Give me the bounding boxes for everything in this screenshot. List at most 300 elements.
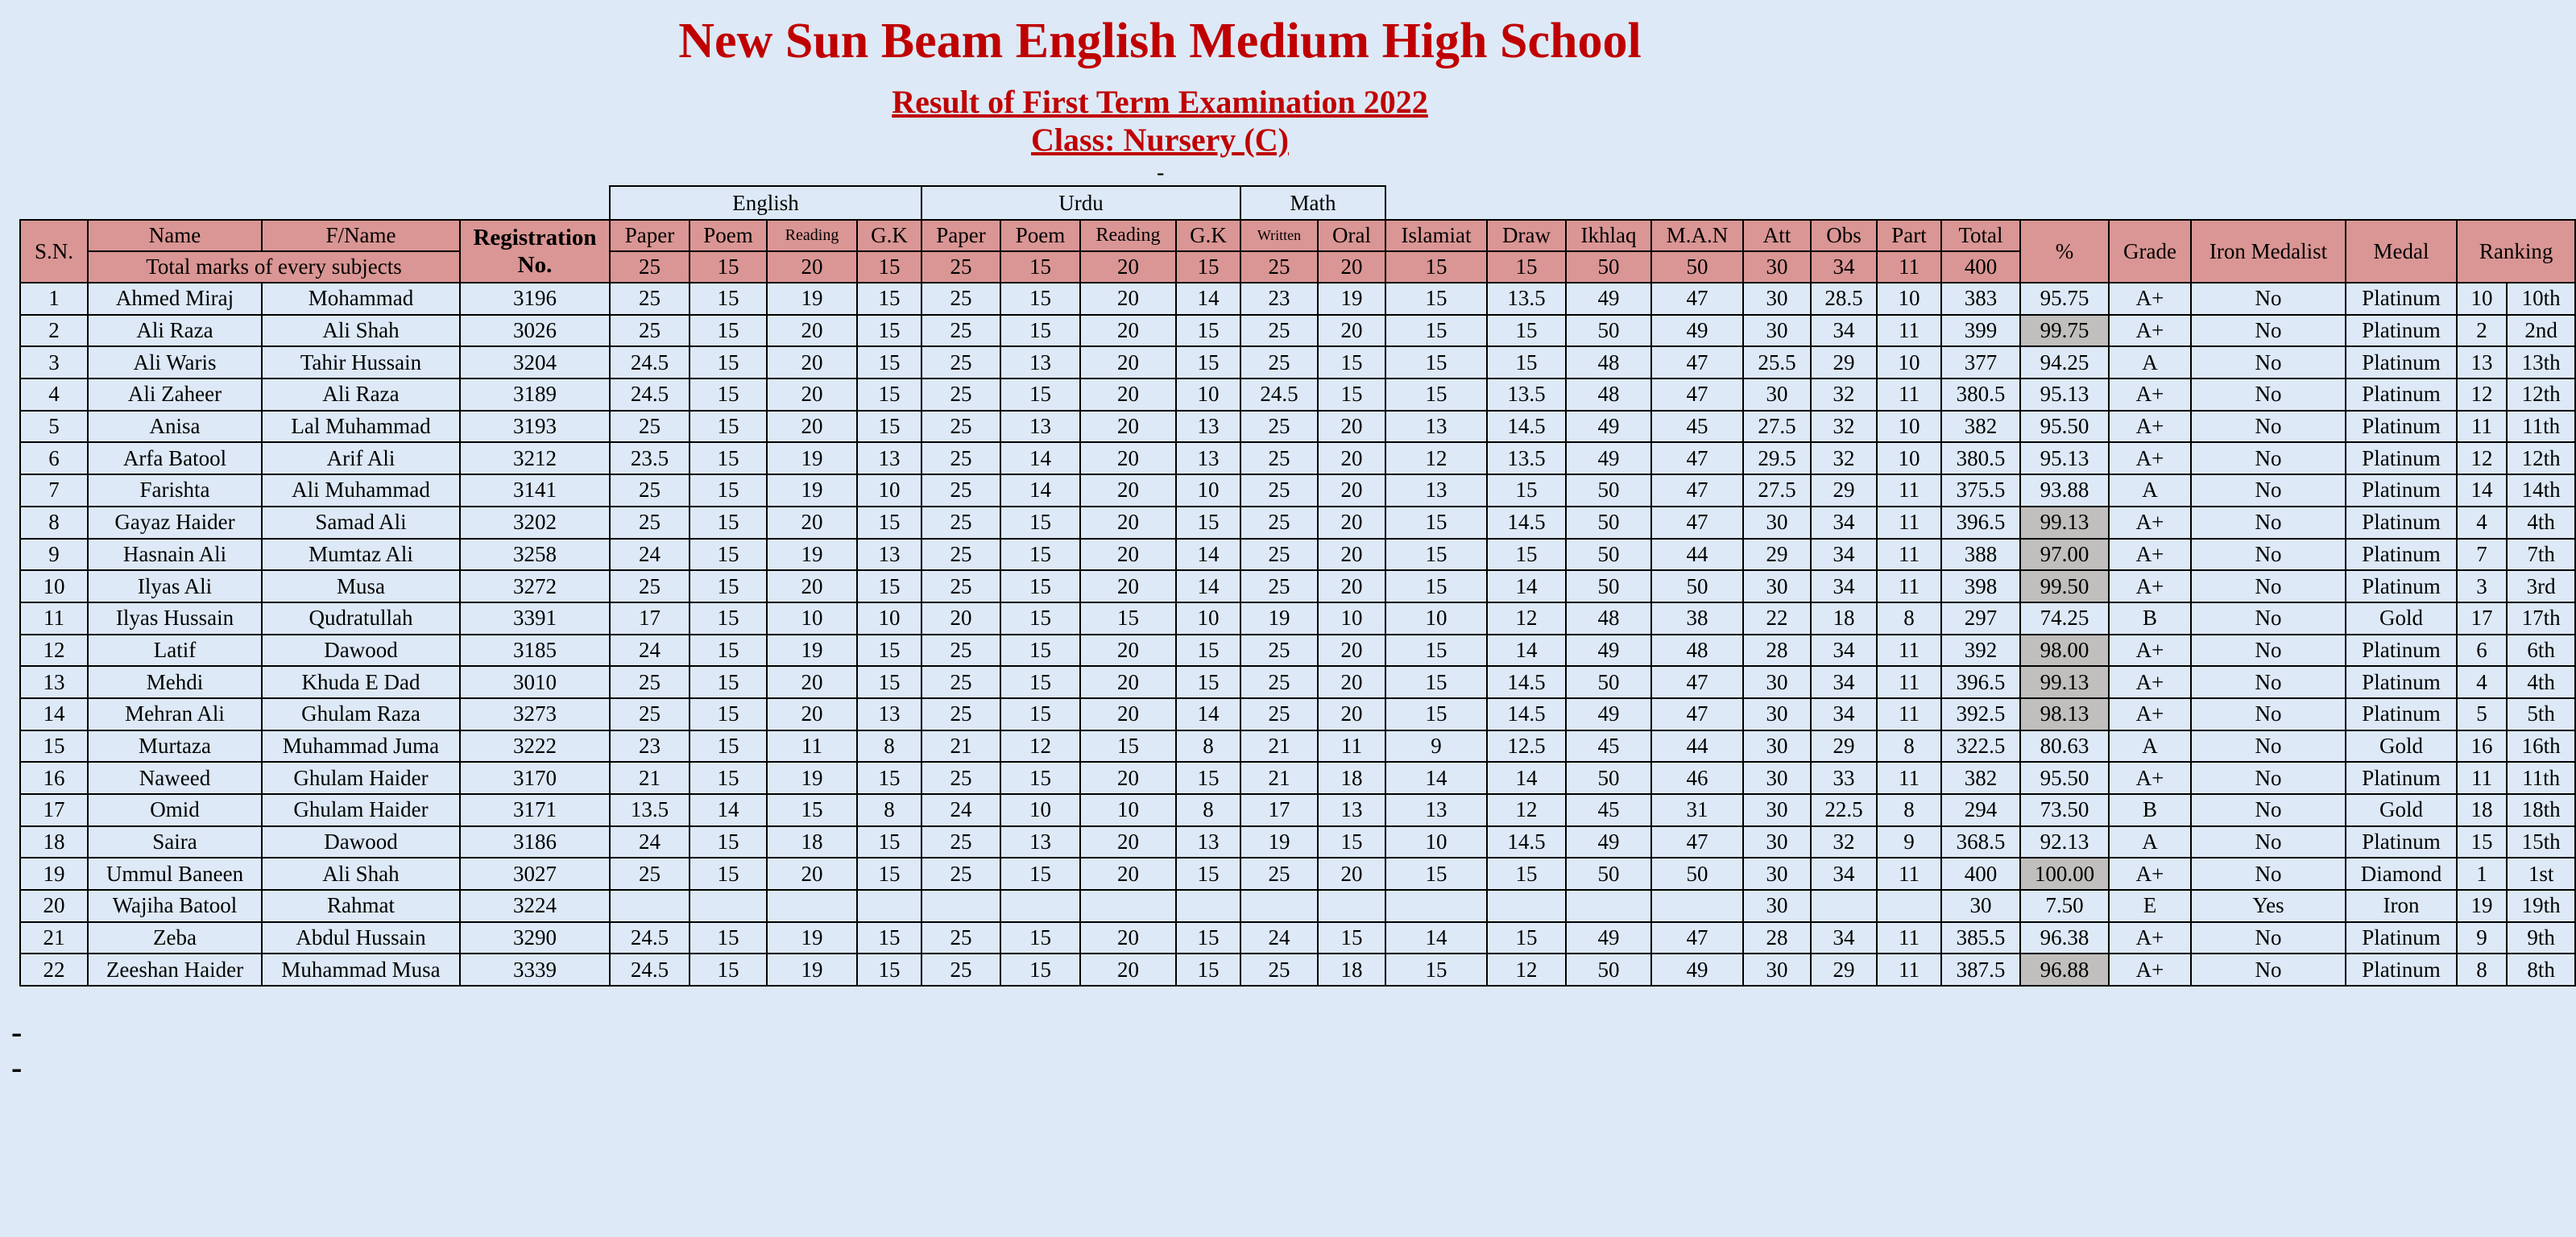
medal-cell: Platinum [2346,283,2457,315]
fname-cell: Ghulam Haider [262,762,460,794]
english-poem-header: Poem [690,220,767,251]
grade-cell: A+ [2109,698,2191,730]
sn-cell: 18 [20,826,88,858]
table-row [20,922,2575,954]
fname-cell: Dawood [262,826,460,858]
draw-cell: 15 [1487,315,1566,347]
grade-cell: B [2109,794,2191,826]
islamiat-cell: 14 [1385,762,1487,794]
urdu-poem-cell: 15 [1000,602,1080,635]
total-cell: 385.5 [1941,922,2020,954]
english-reading-cell: 19 [767,474,857,507]
math-written-cell: 17 [1240,794,1318,826]
urdu-paper-cell: 21 [921,730,1000,763]
table-row [20,442,2575,474]
english-gk-cell: 15 [857,922,921,954]
islamiat-cell [1385,890,1487,922]
man-cell: 48 [1651,635,1743,667]
iron-medalist-cell: No [2191,922,2346,954]
math-written-cell: 25 [1240,698,1318,730]
medal-cell: Platinum [2346,698,2457,730]
urdu-paper-cell: 25 [921,442,1000,474]
english-header: English [610,186,921,220]
urdu-poem-cell: 13 [1000,346,1080,379]
ikhlaq-cell: 49 [1566,922,1651,954]
total-cell: 400 [1941,858,2020,890]
medal-cell: Iron [2346,890,2457,922]
math-written-header: Written [1240,220,1318,251]
medal-cell: Platinum [2346,379,2457,411]
urdu-poem-cell: 13 [1000,826,1080,858]
urdu-reading-cell: 20 [1080,826,1176,858]
english-reading-cell: 18 [767,826,857,858]
urdu-gk-cell: 13 [1176,826,1240,858]
total-cell: 382 [1941,411,2020,443]
draw-cell: 14.5 [1487,826,1566,858]
man-cell: 31 [1651,794,1743,826]
english-reading-cell: 11 [767,730,857,763]
sn-cell: 20 [20,890,88,922]
math-oral-cell: 20 [1318,570,1385,602]
urdu-reading-cell: 20 [1080,507,1176,539]
english-reading-cell: 20 [767,666,857,698]
rank-ordinal-cell: 1st [2507,858,2575,890]
total-cell: 392.5 [1941,698,2020,730]
registration-cell: 3204 [460,346,610,379]
table-row [20,954,2575,986]
math-written-cell: 19 [1240,602,1318,635]
name-cell: Latif [88,635,262,667]
urdu-gk-cell: 15 [1176,315,1240,347]
islamiat-cell: 15 [1385,346,1487,379]
fname-cell: Mumtaz Ali [262,539,460,571]
registration-cell: 3010 [460,666,610,698]
sn-cell: 7 [20,474,88,507]
fname-cell: Lal Muhammad [262,411,460,443]
draw-cell: 13.5 [1487,283,1566,315]
math-oral-cell: 20 [1318,507,1385,539]
math-oral-cell: 11 [1318,730,1385,763]
urdu-poem-cell: 15 [1000,283,1080,315]
registration-cell: 3222 [460,730,610,763]
grade-cell: A+ [2109,379,2191,411]
part-cell: 10 [1877,411,1941,443]
rank-number-cell: 5 [2457,698,2507,730]
math-header: Math [1240,186,1385,220]
table-row [20,858,2575,890]
english-gk-cell: 15 [857,666,921,698]
english-paper-cell: 25 [610,474,690,507]
percent-cell: 74.25 [2020,602,2109,635]
sn-cell: 19 [20,858,88,890]
sn-cell: 2 [20,315,88,347]
table-row [20,570,2575,602]
ikhlaq-cell: 50 [1566,474,1651,507]
fname-cell: Ali Raza [262,379,460,411]
man-cell: 47 [1651,283,1743,315]
registration-cell: 3171 [460,794,610,826]
english-paper-cell: 25 [610,698,690,730]
name-cell: Farishta [88,474,262,507]
math-written-cell: 25 [1240,666,1318,698]
part-cell: 11 [1877,507,1941,539]
medal-header: Medal [2346,220,2457,283]
rank-ordinal-cell: 11th [2507,411,2575,443]
urdu-paper-cell: 24 [921,794,1000,826]
urdu-gk-cell: 13 [1176,442,1240,474]
sn-cell: 12 [20,635,88,667]
man-cell: 44 [1651,730,1743,763]
ikhlaq-cell: 50 [1566,539,1651,571]
urdu-reading-cell: 20 [1080,379,1176,411]
urdu-gk-cell: 14 [1176,539,1240,571]
english-paper-cell: 21 [610,762,690,794]
iron-medalist-cell: No [2191,666,2346,698]
medal-cell: Platinum [2346,411,2457,443]
name-cell: Ali Zaheer [88,379,262,411]
table-row [20,283,2575,315]
sn-cell: 10 [20,570,88,602]
name-cell: Saira [88,826,262,858]
iron-medalist-cell: No [2191,954,2346,986]
urdu-paper-header: Paper [921,220,1000,251]
urdu-reading-cell: 20 [1080,474,1176,507]
registration-cell: 3189 [460,379,610,411]
rank-number-cell: 2 [2457,315,2507,347]
urdu-paper-cell: 25 [921,411,1000,443]
name-cell: Anisa [88,411,262,443]
man-cell: 50 [1651,858,1743,890]
obs-cell: 34 [1811,635,1877,667]
iron-medalist-cell: No [2191,539,2346,571]
iron-medalist-cell: No [2191,442,2346,474]
man-cell: 46 [1651,762,1743,794]
english-poem-cell: 15 [690,411,767,443]
math-oral-cell: 10 [1318,602,1385,635]
iron-medalist-cell: No [2191,858,2346,890]
att-cell: 30 [1743,794,1811,826]
fname-cell: Muhammad Juma [262,730,460,763]
urdu-paper-cell: 25 [921,315,1000,347]
urdu-gk-cell: 15 [1176,922,1240,954]
english-reading-header: Reading [767,220,857,251]
math-written-cell: 23 [1240,283,1318,315]
man-cell: 47 [1651,826,1743,858]
urdu-paper-cell: 20 [921,602,1000,635]
math-written-cell: 25 [1240,858,1318,890]
math-oral-cell: 18 [1318,762,1385,794]
medal-cell: Platinum [2346,442,2457,474]
total-cell: 380.5 [1941,442,2020,474]
english-reading-cell: 19 [767,954,857,986]
iron-medalist-cell: No [2191,346,2346,379]
fname-cell: Ghulam Haider [262,794,460,826]
obs-header: Obs [1811,220,1877,251]
man-cell: 38 [1651,602,1743,635]
draw-cell: 14.5 [1487,698,1566,730]
result-table [19,185,2576,987]
att-cell: 30 [1743,507,1811,539]
obs-cell: 34 [1811,922,1877,954]
percent-cell: 80.63 [2020,730,2109,763]
total-cell: 368.5 [1941,826,2020,858]
islamiat-cell: 15 [1385,283,1487,315]
draw-cell [1487,890,1566,922]
part-cell: 8 [1877,602,1941,635]
total-cell: 322.5 [1941,730,2020,763]
school-name: New Sun Beam English Medium High School [678,14,1642,68]
urdu-gk-cell: 15 [1176,346,1240,379]
english-paper-cell: 24.5 [610,379,690,411]
math-oral-cell: 15 [1318,346,1385,379]
part-cell [1877,890,1941,922]
ikhlaq-cell: 49 [1566,283,1651,315]
english-gk-header: G.K [857,220,921,251]
obs-cell: 22.5 [1811,794,1877,826]
ranking-header: Ranking [2457,220,2575,283]
math-oral-cell: 20 [1318,698,1385,730]
max-part: 11 [1877,251,1941,283]
ikhlaq-cell: 50 [1566,762,1651,794]
fname-cell: Rahmat [262,890,460,922]
medal-cell: Platinum [2346,539,2457,571]
percent-cell: 95.13 [2020,379,2109,411]
ikhlaq-cell: 50 [1566,666,1651,698]
name-cell: Murtaza [88,730,262,763]
medal-cell: Diamond [2346,858,2457,890]
math-written-cell: 25 [1240,507,1318,539]
urdu-reading-cell: 20 [1080,954,1176,986]
rank-ordinal-cell: 3rd [2507,570,2575,602]
fname-cell: Mohammad [262,283,460,315]
math-written-cell: 25 [1240,411,1318,443]
urdu-gk-header: G.K [1176,220,1240,251]
islamiat-cell: 10 [1385,602,1487,635]
grade-cell: A+ [2109,411,2191,443]
english-reading-cell: 19 [767,635,857,667]
english-poem-cell: 15 [690,283,767,315]
max-math-oral: 20 [1318,251,1385,283]
percent-cell: 99.13 [2020,507,2109,539]
math-written-cell: 21 [1240,762,1318,794]
ikhlaq-cell: 48 [1566,379,1651,411]
table-row [20,602,2575,635]
english-paper-cell: 13.5 [610,794,690,826]
total-cell: 375.5 [1941,474,2020,507]
name-cell: Ali Raza [88,315,262,347]
english-poem-cell: 15 [690,474,767,507]
rank-ordinal-cell: 4th [2507,507,2575,539]
math-written-cell: 25 [1240,635,1318,667]
total-cell: 399 [1941,315,2020,347]
urdu-reading-cell: 20 [1080,411,1176,443]
total-cell: 392 [1941,635,2020,667]
iron-medalist-header: Iron Medalist [2191,220,2346,283]
obs-cell: 34 [1811,858,1877,890]
att-cell: 30 [1743,890,1811,922]
max-man: 50 [1651,251,1743,283]
max-urdu-paper: 25 [921,251,1000,283]
registration-cell: 3185 [460,635,610,667]
math-oral-cell: 20 [1318,858,1385,890]
part-cell: 11 [1877,762,1941,794]
english-reading-cell: 19 [767,762,857,794]
english-poem-cell: 15 [690,666,767,698]
name-cell: Omid [88,794,262,826]
registration-header: Registration No. [460,220,610,283]
english-gk-cell: 15 [857,283,921,315]
english-gk-cell: 15 [857,858,921,890]
medal-cell: Platinum [2346,922,2457,954]
islamiat-cell: 13 [1385,794,1487,826]
math-oral-cell: 15 [1318,922,1385,954]
urdu-reading-cell: 15 [1080,602,1176,635]
sn-cell: 9 [20,539,88,571]
urdu-poem-cell: 13 [1000,411,1080,443]
iron-medalist-cell: No [2191,635,2346,667]
percent-cell: 95.50 [2020,411,2109,443]
draw-cell: 15 [1487,858,1566,890]
part-cell: 10 [1877,283,1941,315]
ikhlaq-cell: 49 [1566,442,1651,474]
att-cell: 30 [1743,379,1811,411]
iron-medalist-cell: No [2191,602,2346,635]
english-poem-cell: 15 [690,730,767,763]
draw-cell: 15 [1487,539,1566,571]
ikhlaq-cell: 49 [1566,635,1651,667]
islamiat-cell: 15 [1385,858,1487,890]
sn-cell: 22 [20,954,88,986]
urdu-reading-header: Reading [1080,220,1176,251]
name-cell: Ummul Baneen [88,858,262,890]
registration-cell: 3273 [460,698,610,730]
name-cell: Ilyas Hussain [88,602,262,635]
english-paper-header: Paper [610,220,690,251]
urdu-poem-cell: 15 [1000,698,1080,730]
math-written-cell: 25 [1240,346,1318,379]
iron-medalist-cell: No [2191,762,2346,794]
percent-cell: 96.88 [2020,954,2109,986]
sn-cell: 17 [20,794,88,826]
table-row [20,507,2575,539]
obs-cell: 33 [1811,762,1877,794]
medal-cell: Platinum [2346,570,2457,602]
english-paper-cell: 24.5 [610,346,690,379]
draw-cell: 12 [1487,954,1566,986]
man-cell: 44 [1651,539,1743,571]
man-cell: 50 [1651,570,1743,602]
obs-cell: 32 [1811,826,1877,858]
table-row [20,698,2575,730]
english-gk-cell: 15 [857,346,921,379]
att-cell: 28 [1743,635,1811,667]
part-cell: 10 [1877,442,1941,474]
stray-mark: - [1157,160,1165,185]
english-paper-cell: 25 [610,570,690,602]
obs-cell: 34 [1811,315,1877,347]
english-paper-cell: 23.5 [610,442,690,474]
att-cell: 30 [1743,283,1811,315]
ikhlaq-cell: 50 [1566,954,1651,986]
urdu-paper-cell: 25 [921,379,1000,411]
urdu-reading-cell: 20 [1080,315,1176,347]
percent-cell: 98.13 [2020,698,2109,730]
name-cell: Zeba [88,922,262,954]
stray-mark: - [11,1014,23,1050]
table-row [20,411,2575,443]
urdu-poem-header: Poem [1000,220,1080,251]
name-cell: Ahmed Miraj [88,283,262,315]
rank-ordinal-cell: 9th [2507,922,2575,954]
grade-cell: A [2109,826,2191,858]
urdu-paper-cell: 25 [921,539,1000,571]
registration-cell: 3290 [460,922,610,954]
english-poem-cell: 15 [690,602,767,635]
math-oral-header: Oral [1318,220,1385,251]
urdu-reading-cell: 20 [1080,283,1176,315]
math-oral-cell: 19 [1318,283,1385,315]
english-reading-cell: 19 [767,283,857,315]
draw-cell: 15 [1487,474,1566,507]
part-cell: 11 [1877,635,1941,667]
total-cell: 294 [1941,794,2020,826]
draw-cell: 13.5 [1487,379,1566,411]
rank-ordinal-cell: 14th [2507,474,2575,507]
fname-header: F/Name [262,220,460,251]
urdu-reading-cell: 20 [1080,539,1176,571]
rank-ordinal-cell: 19th [2507,890,2575,922]
att-cell: 25.5 [1743,346,1811,379]
rank-number-cell: 19 [2457,890,2507,922]
islamiat-cell: 15 [1385,507,1487,539]
fname-cell: Ali Shah [262,315,460,347]
registration-cell: 3141 [460,474,610,507]
obs-cell: 34 [1811,666,1877,698]
man-cell: 45 [1651,411,1743,443]
man-cell: 47 [1651,507,1743,539]
english-gk-cell: 15 [857,379,921,411]
urdu-reading-cell: 20 [1080,666,1176,698]
iron-medalist-cell: No [2191,474,2346,507]
ikhlaq-cell: 48 [1566,346,1651,379]
ikhlaq-header: Ikhlaq [1566,220,1651,251]
iron-medalist-cell: No [2191,826,2346,858]
total-cell: 398 [1941,570,2020,602]
fname-cell: Tahir Hussain [262,346,460,379]
english-paper-cell: 24 [610,539,690,571]
man-cell: 47 [1651,346,1743,379]
man-cell: 47 [1651,666,1743,698]
max-urdu-gk: 15 [1176,251,1240,283]
rank-number-cell: 8 [2457,954,2507,986]
part-cell: 11 [1877,315,1941,347]
part-cell: 11 [1877,666,1941,698]
rank-ordinal-cell: 18th [2507,794,2575,826]
english-gk-cell: 10 [857,602,921,635]
english-poem-cell: 15 [690,922,767,954]
urdu-poem-cell: 15 [1000,922,1080,954]
urdu-gk-cell: 10 [1176,474,1240,507]
urdu-poem-cell: 15 [1000,539,1080,571]
urdu-poem-cell: 10 [1000,794,1080,826]
urdu-poem-cell: 15 [1000,954,1080,986]
urdu-paper-cell: 25 [921,826,1000,858]
urdu-paper-cell: 25 [921,635,1000,667]
medal-cell: Gold [2346,794,2457,826]
medal-cell: Gold [2346,730,2457,763]
urdu-poem-cell: 15 [1000,507,1080,539]
max-english-paper: 25 [610,251,690,283]
